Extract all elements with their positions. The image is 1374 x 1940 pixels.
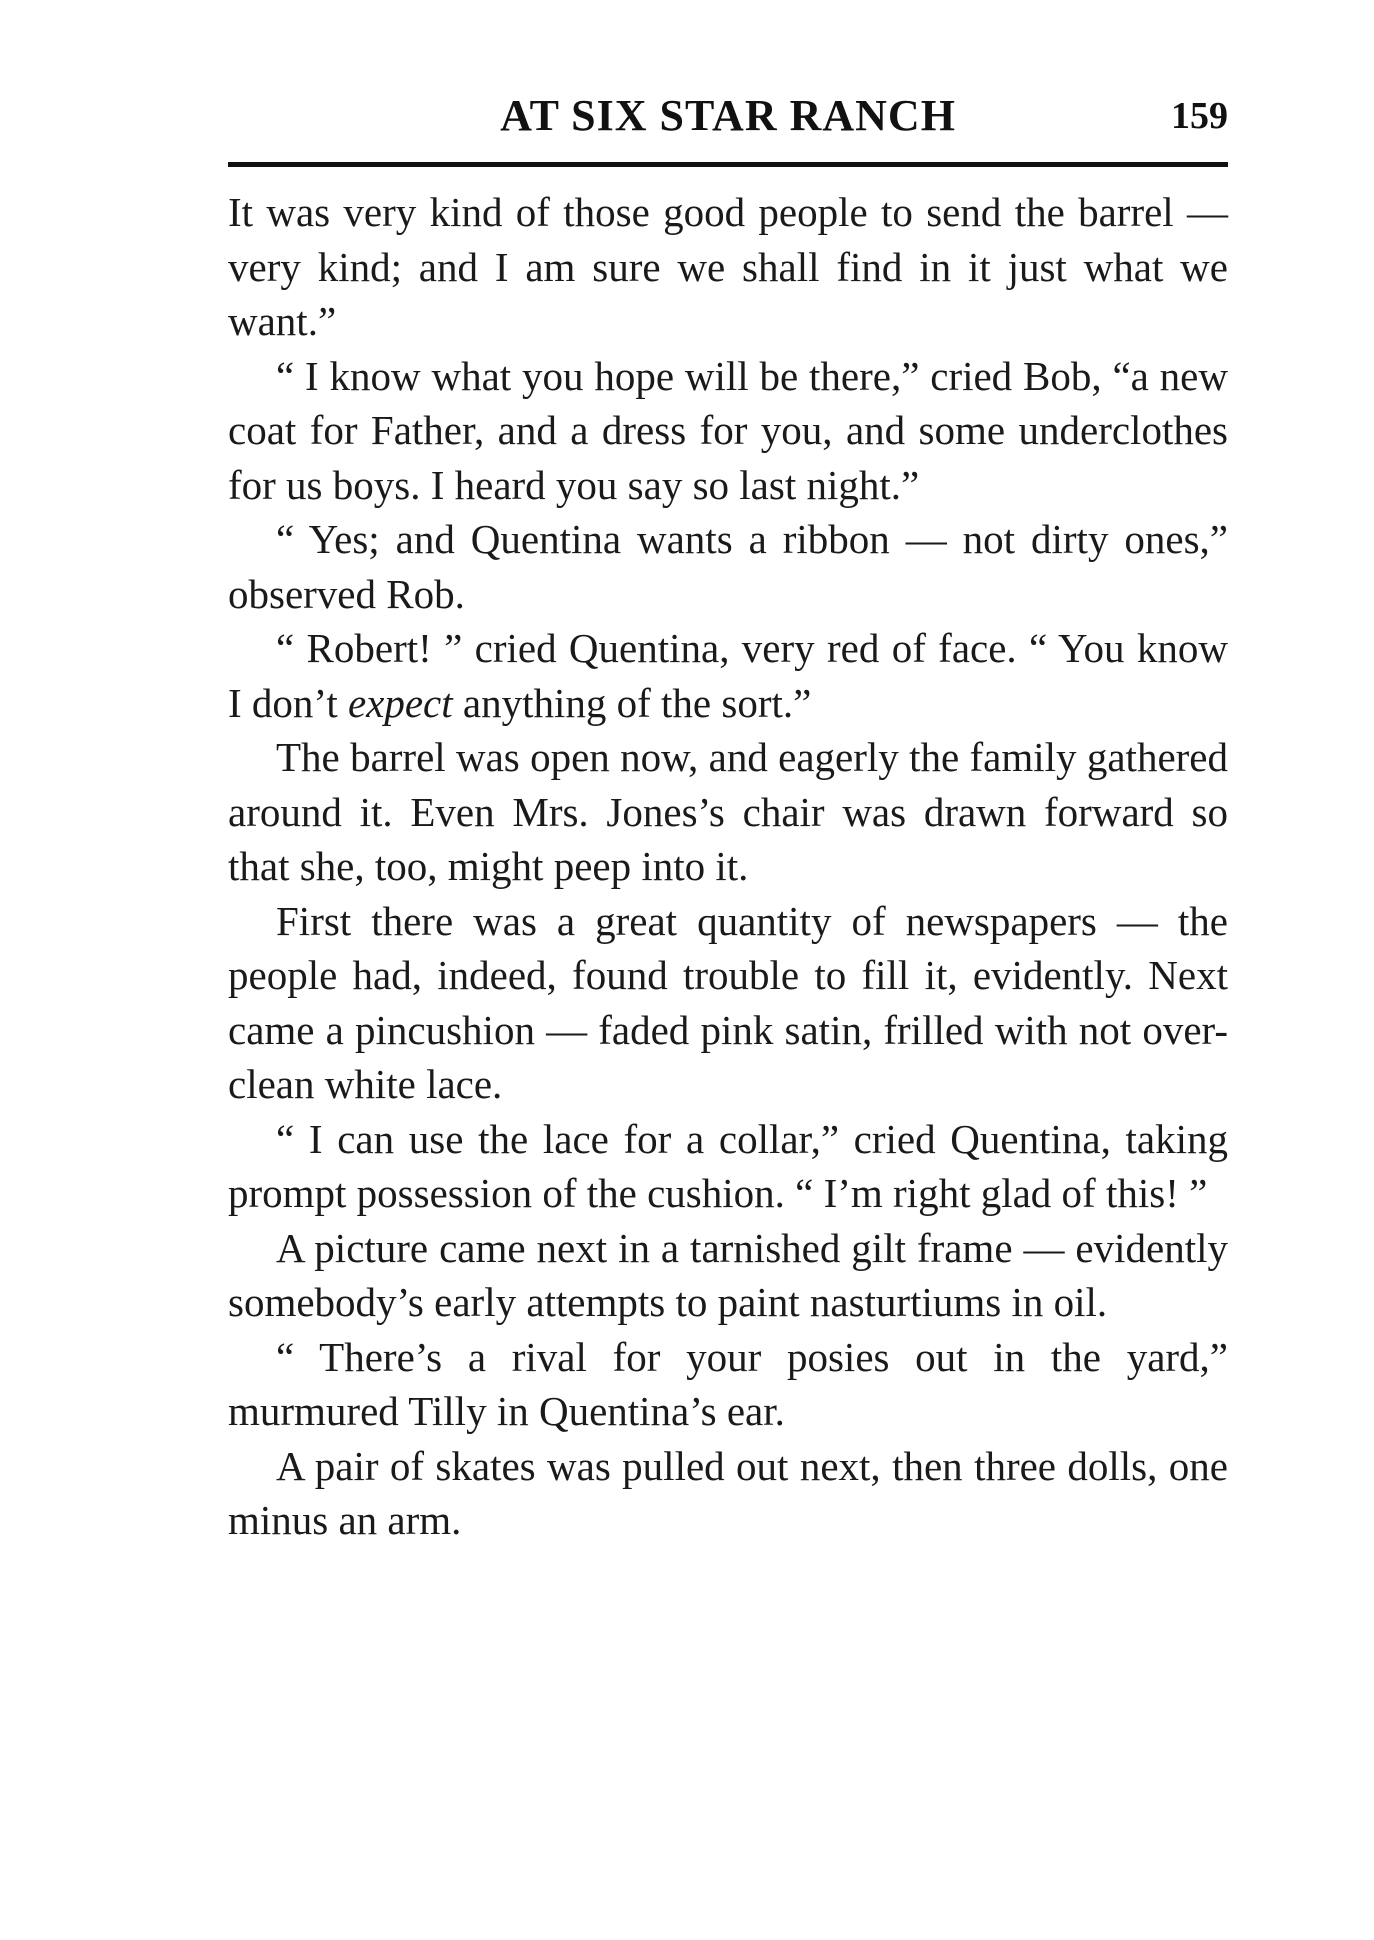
- paragraph-text: “ Robert! ” cried Quentina, very red of face. “ You know I don’t: [228, 625, 1228, 726]
- paragraph: It was very kind of those good people to send the barrel — very kind; and I am sure we shall find in it just what we want.”: [228, 189, 1228, 344]
- paragraph-text: anything of the sort.”: [452, 679, 812, 726]
- paragraph: “ There’s a rival for your posies out in the yard,” murmured Tilly in Quentina’s ear.: [228, 1333, 1228, 1434]
- page-number: 159: [1171, 95, 1228, 137]
- paragraph: A picture came next in a tarnished gilt frame — evidently somebody’s early attempts to paint nasturtiums in oil.: [228, 1224, 1228, 1325]
- emphasized-word: expect: [347, 679, 453, 726]
- paragraph: [228, 621, 1228, 730]
- book-page: [228, 80, 1228, 1548]
- paragraph: A pair of skates was pulled out next, then three dolls, one minus an arm.: [228, 1442, 1228, 1543]
- body-text: [228, 185, 1228, 1548]
- running-header: [228, 80, 1228, 160]
- header-rule: [228, 162, 1228, 167]
- paragraph: “ Yes; and Quentina wants a ribbon — not dirty ones,” observed Rob.: [228, 516, 1228, 617]
- paragraph: The barrel was open now, and eagerly the family gathered around it. Even Mrs. Jones’s chair was drawn forward so that she, too, might peep into it.: [228, 734, 1228, 889]
- paragraph: “ I know what you hope will be there,” cried Bob, “a new coat for Father, and a dress for you, and some underclothes for us boys. I heard you say so last night.”: [228, 352, 1228, 508]
- paragraph: “ I can use the lace for a collar,” cried Quentina, taking prompt possession of the cushion. “ I’m right glad of this! ”: [228, 1115, 1228, 1216]
- running-title: AT SIX STAR RANCH: [500, 91, 956, 140]
- paragraph: First there was a great quantity of newspapers — the people had, indeed, found trouble to fill it, evidently. Next came a pincushion — faded pink satin, frilled with not over-clean white lace.: [228, 897, 1228, 1107]
